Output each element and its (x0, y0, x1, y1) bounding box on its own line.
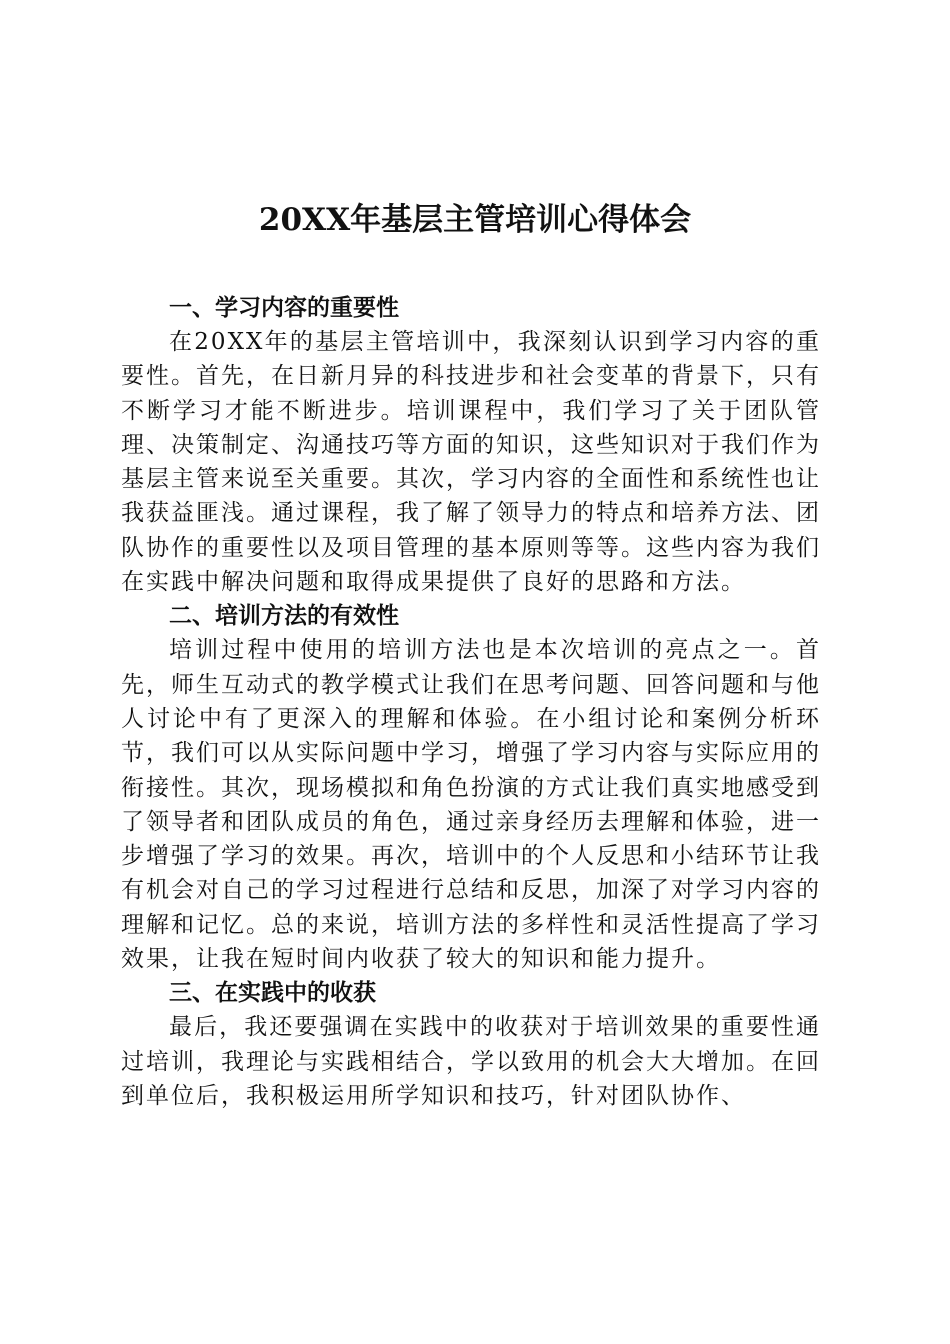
document-body (121, 291, 821, 1113)
section-practice-gains (121, 976, 821, 1113)
section-paragraph: 培训过程中使用的培训方法也是本次培训的亮点之一。首先，师生互动式的教学模式让我们在思考问题、回答问题和与他人讨论中有了更深入的理解和体验。在小组讨论和案例分析环节，我们可以从实际问题中学习，增强了学习内容与实际应用的衔接性。其次，现场模拟和角色扮演的方式让我们真实地感受到了领导者和团队成员的角色，通过亲身经历去理解和体验，进一步增强了学习的效果。再次，培训中的个人反思和小结环节让我有机会对自己的学习过程进行总结和反思，加深了对学习内容的理解和记忆。总的来说，培训方法的多样性和灵活性提高了学习效果，让我在短时间内收获了较大的知识和能力提升。 (121, 637, 821, 973)
section-heading: 一、学习内容的重要性 (169, 295, 399, 321)
section-heading: 二、培训方法的有效性 (169, 603, 399, 630)
section-training-methods (121, 599, 821, 976)
section-paragraph: 在20XX年的基层主管培训中，我深刻认识到学习内容的重要性。首先，在日新月异的科技进步和社会变革的背景下，只有不断学习才能不断进步。培训课程中，我们学习了关于团队管理、决策制定、沟通技巧等方面的知识，这些知识对于我们作为基层主管来说至关重要。其次，学习内容的全面性和系统性也让我获益匪浅。通过课程，我了解了领导力的特点和培养方法、团队协作的重要性以及项目管理的基本原则等等。这些内容为我们在实践中解决问题和取得成果提供了良好的思路和方法。 (121, 329, 821, 596)
section-learning-content (121, 291, 821, 599)
section-paragraph: 最后，我还要强调在实践中的收获对于培训效果的重要性通过培训，我理论与实践相结合，学以致用的机会大大增加。在回到单位后，我积极运用所学知识和技巧，针对团队协作、 (121, 1014, 821, 1109)
document-title: 20XX年基层主管培训心得体会 (258, 202, 692, 238)
section-heading: 三、在实践中的收获 (169, 980, 376, 1007)
